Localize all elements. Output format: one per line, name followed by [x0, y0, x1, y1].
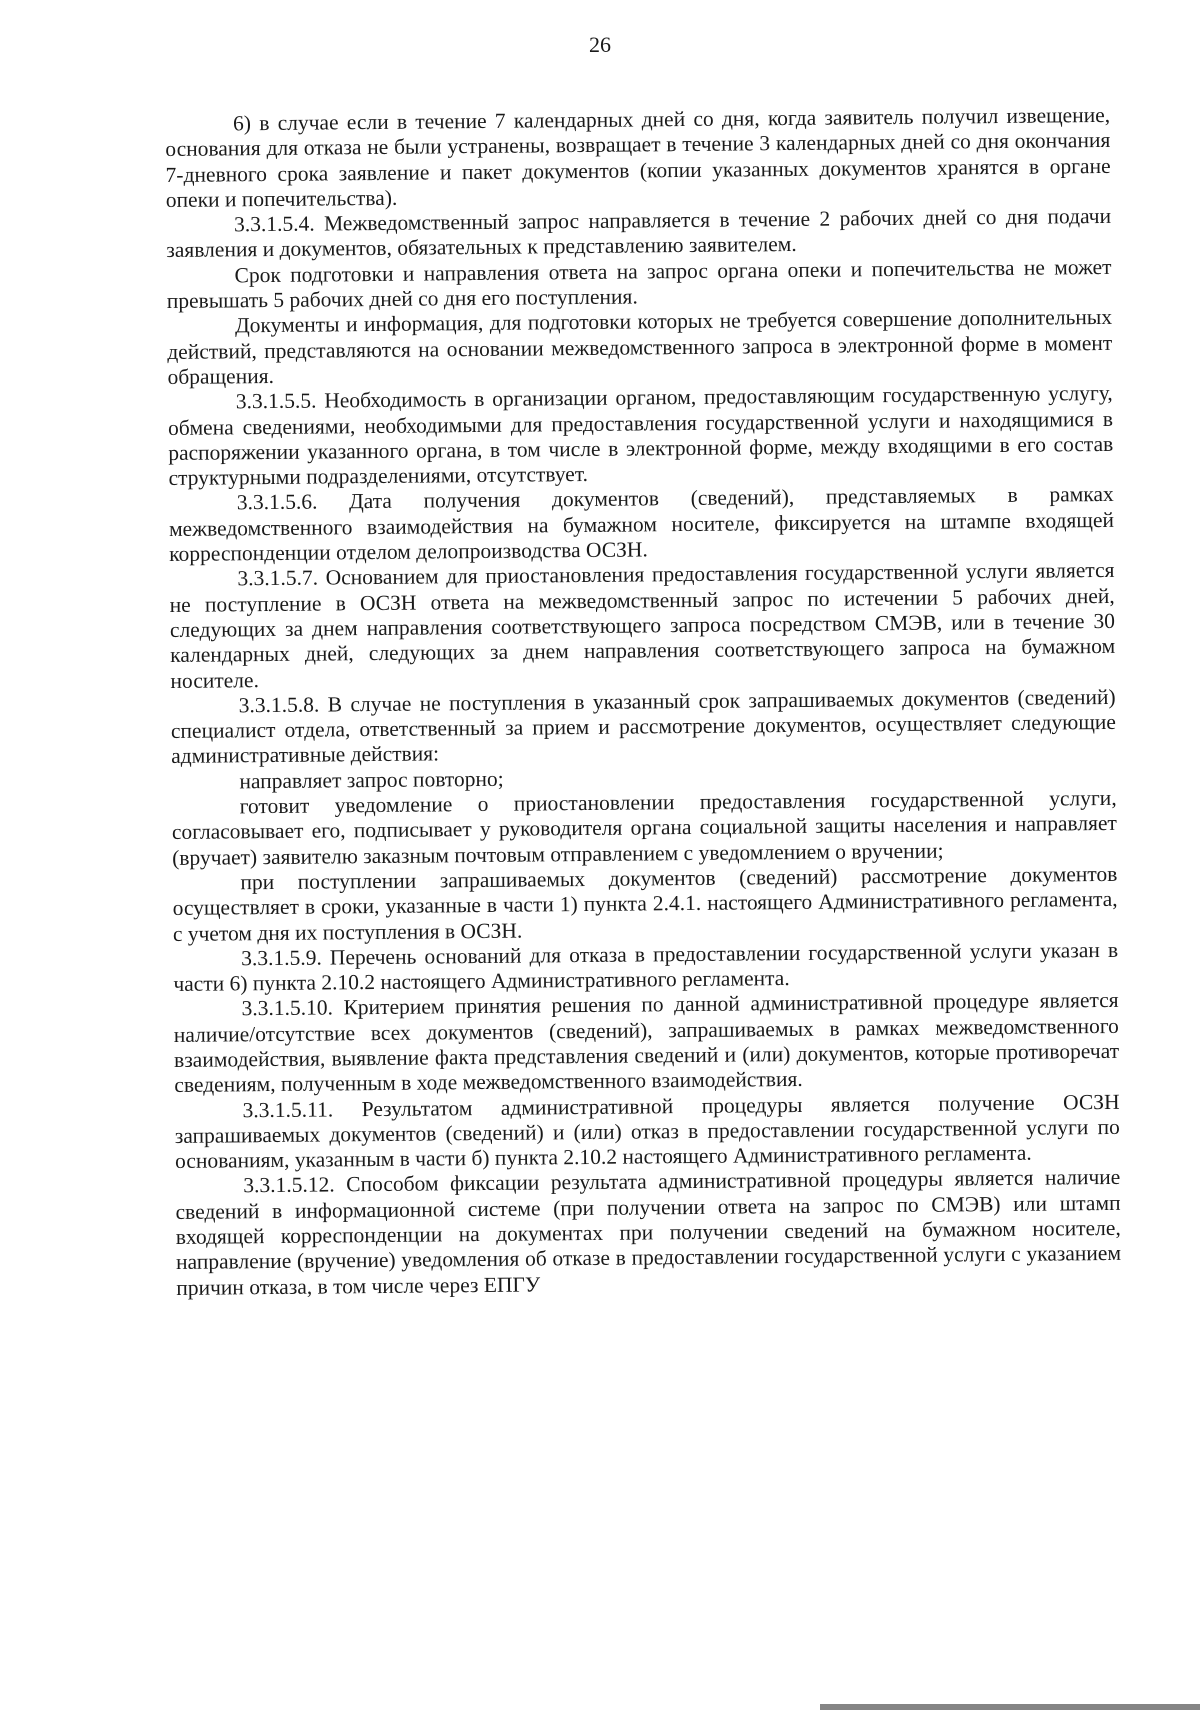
- paragraph-response-deadline: Срок подготовки и направления ответа на запрос органа опеки и попечительства не может превышать 5 рабочих дней со дня его поступления.: [166, 254, 1112, 314]
- paragraph-3-3-1-5-6: 3.3.1.5.6. Дата получения документов (сведений), представляемых в рамках межведомственного взаимодействия на бумажном носителе, фиксируется на штампе входящей корреспонденции отделом делопроизводства ОСЗН.: [168, 482, 1115, 567]
- paragraph-3-3-1-5-11: 3.3.1.5.11. Результатом административной процедуры является получение ОСЗН запрашиваемых документов (сведений) и (или) отказ в предоставлении государственной услуги по основаниям, указанным в части б) пункта 2.10.2 настоящего Административного регламента.: [174, 1089, 1120, 1174]
- list-item-repeat-request: направляет запрос повторно;: [239, 766, 504, 794]
- paragraph-3-3-1-5-5: 3.3.1.5.5. Необходимость в организации органом, предоставляющим государственную услугу, обмена сведениями, необходимыми для предоставления государственной услуги и находящимися в распоряжении указанного органа, в том числе в электронной форме, между входящими в его состав структурными подразделениями, отсутствует.: [167, 381, 1114, 491]
- paragraph-3-3-1-5-9: 3.3.1.5.9. Перечень оснований для отказа в предоставлении государственной услуги указан в части 6) пункта 2.10.2 настоящего Административного регламента.: [173, 937, 1119, 997]
- paragraph-3-3-1-5-10: 3.3.1.5.10. Критерием принятия решения по данной административной процедуре является наличие/отсутствие всех документов (сведений), запрашиваемых в рамках межведомственного взаимодействия, выявление факта представления сведений и (или) документов, которые противоречат сведениям, полученным в ходе межведомственного взаимодействия.: [173, 988, 1120, 1098]
- paragraph-3-3-1-5-12: 3.3.1.5.12. Способом фиксации результата административной процедуры является наличие сведений в информационной системе (при получении ответа на запрос по СМЭВ) или штамп входящей корреспонденции на документах при получении сведений на бумажном носителе, направление (вручение) уведомления об отказе в предоставлении государственной услуги с указанием причин отказа, в том числе через ЕПГУ: [175, 1165, 1122, 1300]
- list-item-review-on-receipt: при поступлении запрашиваемых документов (сведений) рассмотрение документов осуществляет в сроки, указанные в части 1) пункта 2.4.1. настоящего Административного регламента, с учетом дня их поступления в ОСЗН.: [172, 861, 1118, 946]
- document-body: [165, 103, 1121, 1301]
- paragraph-6-return-documents: 6) в случае если в течение 7 календарных дней со дня, когда заявитель получил извещение, основания для отказа не были устранены, возвращает в течение 3 календарных дней со дня окончания 7-дневного срока заявление и пакет документов (копии указанных документов хранятся в органе опеки и попечительства).: [165, 102, 1111, 212]
- list-item-suspension-notice: готовит уведомление о приостановлении предоставления государственной услуги, согласовывает его, подписывает у руководителя органа социальной защиты населения и направляет (вручает) заявителю заказным почтовым отправлением с уведомлением о вручении;: [171, 785, 1117, 870]
- page-number: 26: [589, 32, 611, 57]
- paragraph-3-3-1-5-4: 3.3.1.5.4. Межведомственный запрос направляется в течение 2 рабочих дней со дня подачи заявления и документов, обязательных к представлению заявителем.: [166, 204, 1112, 263]
- paragraph-3-3-1-5-8: 3.3.1.5.8. В случае не поступления в указанный срок запрашиваемых документов (сведений) специалист отдела, ответственный за прием и рассмотрение документов, осуществляет следующие административные действия:: [170, 684, 1117, 769]
- scan-edge-mark: [820, 1704, 1200, 1710]
- paragraph-3-3-1-5-7: 3.3.1.5.7. Основанием для приостановления предоставления государственной услуги является не поступление в ОСЗН ответа на межведомственный запрос по истечении 5 рабочих дней, следующих за днем направления соответствующего запроса посредством СМЭВ, или в течение 30 календарных дней, следующих за днем направления соответствующего запроса на бумажном носителе.: [169, 558, 1116, 693]
- paragraph-electronic-documents: Документы и информация, для подготовки которых не требуется совершение дополнительных действий, представляются на основании межведомственного запроса в электронной форме в момент обращения.: [167, 305, 1113, 389]
